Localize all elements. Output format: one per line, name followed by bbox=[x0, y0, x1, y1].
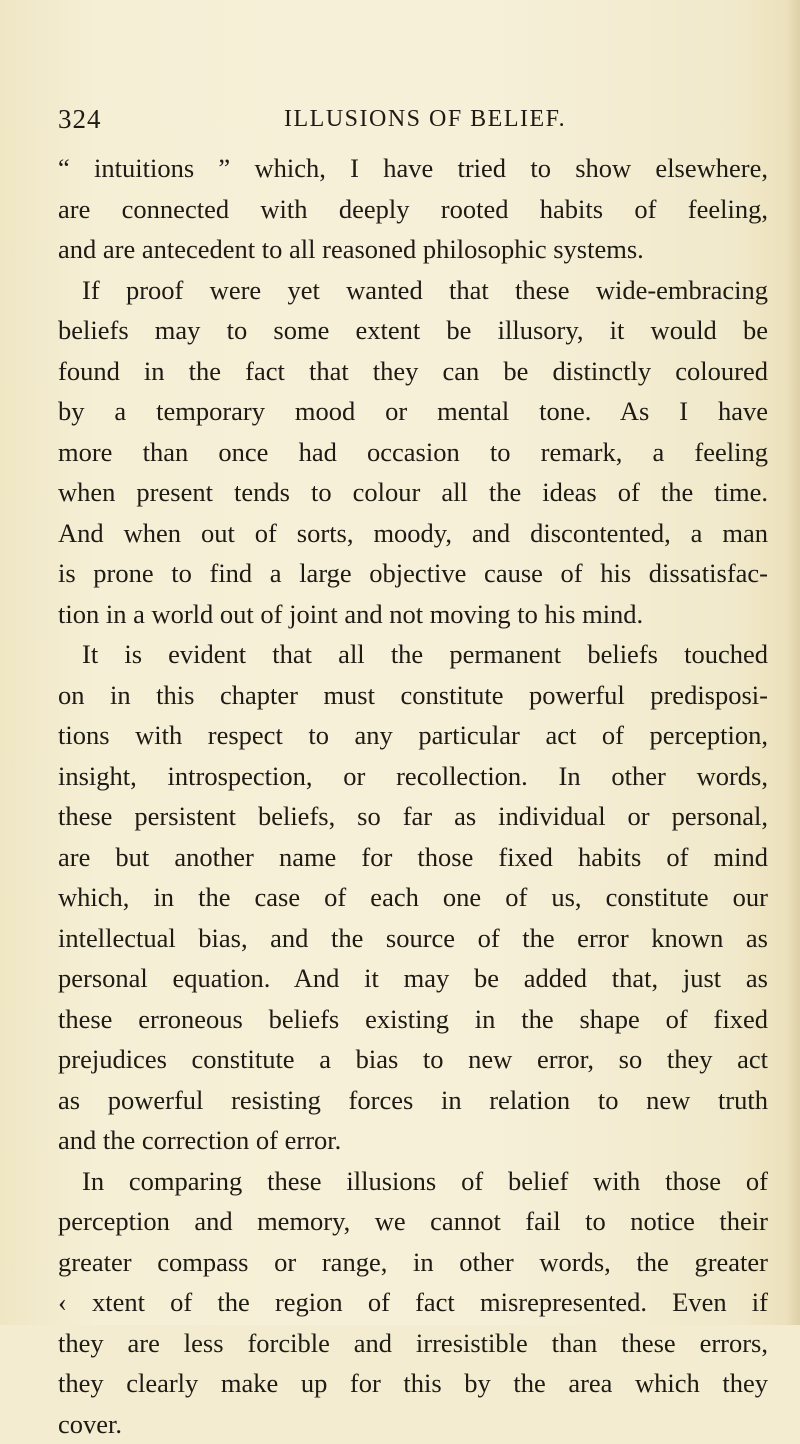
text-line: found in the fact that they can be distinctly coloured bbox=[58, 351, 768, 392]
text-line: prejudices constitute a bias to new error, so they act bbox=[58, 1039, 768, 1080]
text-line: And when out of sorts, moody, and discontented, a man bbox=[58, 513, 768, 554]
text-line: intellectual bias, and the source of the error known as bbox=[58, 918, 768, 959]
text-line: greater compass or range, in other words, the greater bbox=[58, 1242, 768, 1283]
text-line: are connected with deeply rooted habits of feeling, bbox=[58, 189, 768, 230]
text-line: by a temporary mood or mental tone. As I have bbox=[58, 391, 768, 432]
page-edge-shadow bbox=[786, 0, 800, 1325]
text-line: cover. bbox=[58, 1404, 768, 1444]
text-line: tions with respect to any particular act of perception, bbox=[58, 715, 768, 756]
text-line: which, in the case of each one of us, constitute our bbox=[58, 877, 768, 918]
text-line: and the correction of error. bbox=[58, 1120, 768, 1161]
text-line: more than once had occasion to remark, a feeling bbox=[58, 432, 768, 473]
text-line: perception and memory, we cannot fail to notice their bbox=[58, 1201, 768, 1242]
text-line: is prone to find a large objective cause of his dissatisfac- bbox=[58, 553, 768, 594]
page-number: 324 bbox=[58, 104, 102, 135]
text-line: personal equation. And it may be added that, just as bbox=[58, 958, 768, 999]
text-line: as powerful resisting forces in relation to new truth bbox=[58, 1080, 768, 1121]
text-line: and are antecedent to all reasoned philosophic systems. bbox=[58, 229, 768, 270]
text-line: It is evident that all the permanent beliefs touched bbox=[58, 634, 768, 675]
text-line: If proof were yet wanted that these wide-embracing bbox=[58, 270, 768, 311]
text-line: they clearly make up for this by the area which they bbox=[58, 1363, 768, 1404]
text-line: tion in a world out of joint and not moving to his mind. bbox=[58, 594, 768, 635]
running-head bbox=[58, 104, 768, 134]
text-line: ‹ xtent of the region of fact misrepresented. Even if bbox=[58, 1282, 768, 1323]
running-head-title: ILLUSIONS OF BELIEF. bbox=[284, 106, 566, 133]
text-line: “ intuitions ” which, I have tried to show elsewhere, bbox=[58, 148, 768, 189]
text-line: when present tends to colour all the ideas of the time. bbox=[58, 472, 768, 513]
text-line: insight, introspection, or recollection. In other words, bbox=[58, 756, 768, 797]
text-line: on in this chapter must constitute powerful predisposi- bbox=[58, 675, 768, 716]
text-line: In comparing these illusions of belief with those of bbox=[58, 1161, 768, 1202]
text-line: are but another name for those fixed habits of mind bbox=[58, 837, 768, 878]
text-line: these erroneous beliefs existing in the shape of fixed bbox=[58, 999, 768, 1040]
body-text bbox=[58, 148, 768, 1444]
text-line: beliefs may to some extent be illusory, it would be bbox=[58, 310, 768, 351]
text-line: they are less forcible and irresistible than these errors, bbox=[58, 1323, 768, 1364]
text-line: these persistent beliefs, so far as individual or personal, bbox=[58, 796, 768, 837]
